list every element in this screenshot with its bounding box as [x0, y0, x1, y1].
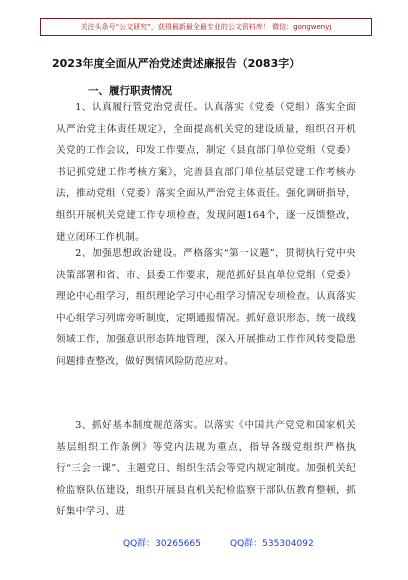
paragraph-1: 1、认真履行管党治党责任。认真落实《党委（党组）落实全面从严治党主体责任规定》，全面提高机关党的建设质量，组织召开机关党的工作会议，印发工作要点，制定《县直部门单位党组（党委）书记抓党建工作考核方案》，完善县直部门单位基层党建工作考核办法，推动党组（党委）落实全面从严治党主体责任。强化调研指导，组织开展机关党建工作专项检查，发现问题164个，逐一反馈整改，建立闭环工作机制。	[56, 102, 356, 243]
paragraph-2: 2、加强思想政治建设。严格落实“第一议题”，贯彻执行党中央决策部署和省、市、县委工作要求，规范抓好县直单位党组（党委）理论中心组学习，组织理论学习中心组学习情况专项检查。认真落实中心组学习列席旁听制度，定期通报情况。抓好意识形态、统一战线领域工作，加强意识形态阵地管理，深入开展推动工作作风转变隐患问题排查整改，做好舆情风险防范应对。	[56, 248, 356, 367]
paragraph-3: 3、抓好基本制度规范落实。以落实《中国共产党党和国家机关基层组织工作条例》等党内法规为重点，指导各级党组织严格执行“三会一课”、主题党日、组织生活会等党内规定制度。加强机关纪检监察队伍建设，组织开展县直机关纪检监察干部队伍教育整顿，抓好集中学习、进	[56, 420, 356, 518]
footer-qq-group-2: QQ群：535304092	[230, 539, 314, 549]
section-heading: 一、履行职责情况	[88, 85, 172, 97]
footer-qq-group-1: QQ群：30265665	[123, 539, 201, 549]
banner-text: 关注头条号“公文研究”，获得最新最全最专业的公文资料库！ 微信：gongwenyj	[80, 23, 332, 31]
top-banner	[40, 18, 372, 36]
footer	[0, 536, 408, 552]
document-title: 2023年度全面从严治党述责述廉报告（2083字）	[52, 57, 301, 70]
